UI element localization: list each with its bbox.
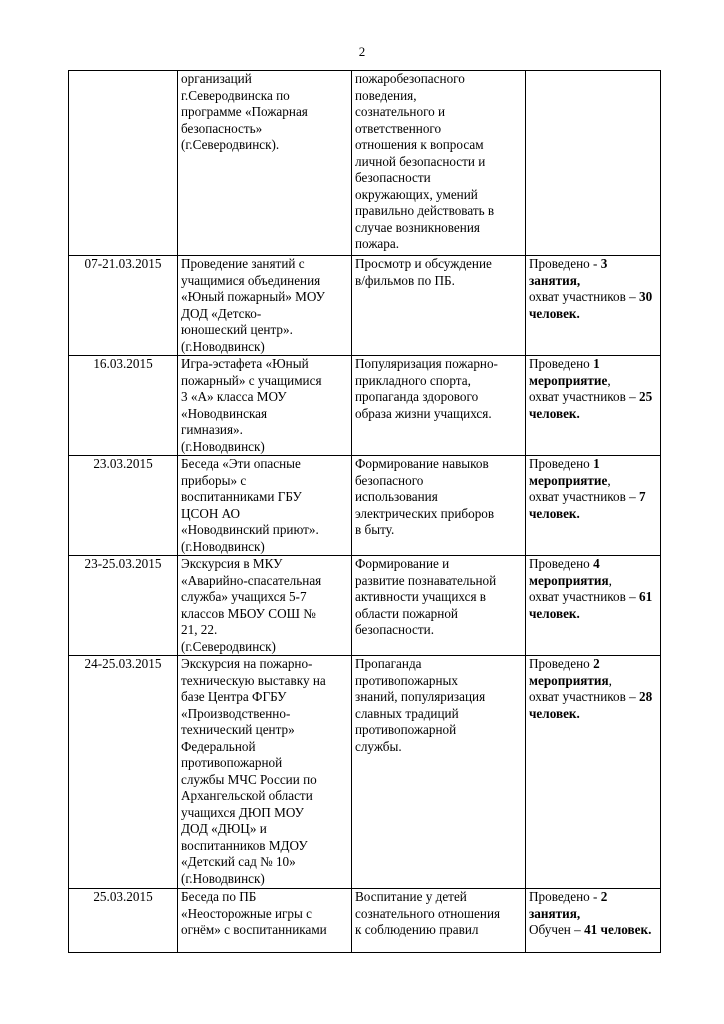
event-line: юношеский центр». (181, 322, 293, 337)
event-line: (г.Северодвинск) (181, 638, 276, 654)
result-line: охват участников – 7 (529, 489, 646, 504)
event-line: Экскурсия на пожарно- (181, 656, 313, 671)
event-line: Экскурсия в МКУ (181, 556, 283, 571)
result-people: человек. (529, 605, 580, 621)
date-cell: 23-25.03.2015 (69, 556, 178, 656)
result-line: охват участников – 61 (529, 589, 653, 604)
result-unit: мероприятия (529, 672, 609, 688)
goal-line: в/фильмов по ПБ. (355, 272, 455, 288)
event-line: безопасность» (181, 120, 263, 136)
event-line: Беседа по ПБ (181, 889, 257, 904)
event-line: классов МБОУ СОШ № (181, 605, 316, 621)
goal-line: активности учащихся в (355, 589, 487, 604)
event-line: программе «Пожарная (181, 104, 308, 119)
result-line: Проведено - 3 занятия, (529, 256, 608, 288)
result-cell (526, 356, 661, 456)
result-cell (526, 256, 661, 356)
goal-cell (352, 656, 526, 889)
goal-line: Формирование и (355, 556, 450, 571)
goal-line: прикладного спорта, (355, 372, 471, 388)
result-cell (526, 556, 661, 656)
event-line: 3 «А» класса МОУ (181, 389, 287, 404)
event-line: 21, 22. (181, 622, 218, 637)
result-count: 2 занятия, (529, 889, 608, 921)
result-cell (526, 656, 661, 889)
event-line: огнём» с воспитанниками (181, 922, 327, 937)
table-row (69, 556, 661, 656)
table-row (69, 256, 661, 356)
event-cell (178, 889, 352, 953)
event-line: организаций (181, 71, 252, 86)
event-line: учащимися объединения (181, 272, 321, 288)
goal-line: случае возникновения (355, 219, 480, 235)
result-line: охват участников – 25 (529, 389, 653, 404)
result-participants: 61 (639, 589, 653, 604)
event-cell (178, 71, 352, 256)
result-unit: мероприятия (529, 572, 609, 588)
date-cell: 07-21.03.2015 (69, 256, 178, 356)
event-line: технический центр» (181, 722, 295, 737)
event-line: «Производственно- (181, 705, 291, 721)
event-line: приборы» с (181, 472, 247, 488)
result-count: 1 (593, 356, 600, 371)
result-line: Обучен – 41 человек. (529, 922, 652, 937)
result-count: 4 (593, 556, 600, 571)
result-participants: 25 (639, 389, 653, 404)
result-line: Проведено 2 (529, 656, 600, 671)
result-participants: 30 (639, 289, 653, 304)
event-line: службы МЧС России по (181, 771, 317, 787)
event-line: г.Северодвинска по (181, 87, 290, 103)
result-line: мероприятие, (529, 372, 611, 388)
event-cell (178, 556, 352, 656)
result-line (529, 606, 657, 623)
event-line: базе Центра ФГБУ (181, 689, 287, 704)
result-participants: 7 (639, 489, 646, 504)
goal-line: окружающих, умений (355, 186, 478, 202)
event-cell (178, 656, 352, 889)
goal-cell (352, 456, 526, 556)
result-line (529, 306, 657, 323)
date-cell: 25.03.2015 (69, 889, 178, 953)
goal-line: безопасности. (355, 622, 434, 637)
table-row (69, 71, 661, 256)
goal-line: Популяризация пожарно- (355, 356, 498, 371)
event-line: служба» учащихся 5-7 (181, 589, 307, 604)
event-line: «Неосторожные игры с (181, 905, 313, 921)
event-line: «Юный пожарный» МОУ (181, 289, 326, 304)
event-line: ЦСОН АО (181, 505, 241, 521)
result-people: человек. (529, 505, 580, 521)
event-line: «Новодвинский приют». (181, 522, 319, 537)
event-line: Игра-эстафета «Юный (181, 356, 309, 371)
event-line: техническую выставку на (181, 672, 326, 688)
goal-line: Формирование навыков (355, 456, 489, 471)
goal-line: пропаганда здорового (355, 389, 479, 404)
result-participants: 41 человек. (584, 922, 652, 937)
goal-cell (352, 889, 526, 953)
result-line: мероприятия, (529, 672, 612, 688)
event-line: ДОД «ДЮЦ» и (181, 821, 267, 836)
result-cell (526, 889, 661, 953)
goal-line: безопасности (355, 170, 431, 185)
goal-line: Просмотр и обсуждение (355, 256, 492, 271)
date-cell (69, 71, 178, 256)
goal-line: сознательного и (355, 104, 446, 119)
table-row (69, 356, 661, 456)
result-line: Проведено - 2 занятия, (529, 889, 608, 921)
goal-line: правильно действовать в (355, 203, 495, 218)
result-unit: мероприятие (529, 472, 608, 488)
goal-line: в быту. (355, 522, 395, 537)
goal-line: развитие познавательной (355, 572, 497, 588)
result-line (529, 406, 657, 423)
table-row (69, 656, 661, 889)
event-cell (178, 456, 352, 556)
event-line: (г.Новодвинск) (181, 870, 265, 886)
result-count: 2 (593, 656, 600, 671)
event-cell (178, 256, 352, 356)
event-line: гимназия». (181, 422, 243, 437)
goal-line: сознательного отношения (355, 905, 501, 921)
event-line: Федеральной (181, 738, 256, 754)
goal-line: образа жизни учащихся. (355, 405, 492, 421)
result-line (529, 506, 657, 523)
date-cell: 16.03.2015 (69, 356, 178, 456)
goal-line: Воспитание у детей (355, 889, 467, 904)
goal-line: службы. (355, 738, 402, 754)
result-line: охват участников – 28 (529, 689, 653, 704)
date-cell: 23.03.2015 (69, 456, 178, 556)
event-line: «Новодвинская (181, 405, 268, 421)
table-row (69, 456, 661, 556)
goal-line: электрических приборов (355, 505, 495, 521)
goal-line: поведения, (355, 87, 417, 103)
goal-cell (352, 356, 526, 456)
event-line: «Аварийно-спасательная (181, 572, 322, 588)
event-line: «Детский сад № 10» (181, 854, 296, 869)
goal-line: пожара. (355, 236, 400, 251)
event-line: (г.Новодвинск) (181, 538, 265, 554)
result-participants: 28 (639, 689, 653, 704)
result-line: мероприятие, (529, 472, 611, 488)
goal-line: к соблюдению правил (355, 922, 479, 937)
event-line: Архангельской области (181, 788, 313, 803)
result-line (529, 706, 657, 723)
result-cell (526, 456, 661, 556)
goal-line: Пропаганда (355, 656, 422, 671)
date-cell: 24-25.03.2015 (69, 656, 178, 889)
goal-line: славных традиций (355, 705, 459, 721)
result-line: Проведено 4 (529, 556, 600, 571)
event-line: (г.Новодвинск) (181, 438, 265, 454)
goal-line: знаний, популяризация (355, 689, 486, 704)
event-line: Беседа «Эти опасные (181, 456, 301, 471)
result-people: человек. (529, 405, 580, 421)
event-line: противопожарной (181, 755, 283, 770)
result-line: охват участников – 30 (529, 289, 653, 304)
event-line: пожарный» с учащимися (181, 372, 322, 388)
event-line: воспитанников МДОУ (181, 837, 308, 853)
page-number: 2 (358, 44, 366, 59)
event-line: (г.Новодвинск) (181, 338, 265, 354)
goal-cell (352, 556, 526, 656)
result-count: 1 (593, 456, 600, 471)
event-line: ДОД «Детско- (181, 305, 262, 321)
result-line: Проведено 1 (529, 356, 600, 371)
goal-cell (352, 71, 526, 256)
event-line: Проведение занятий с (181, 256, 305, 271)
goal-line: противопожарной (355, 722, 457, 737)
result-unit: мероприятие (529, 372, 608, 388)
goal-line: пожаробезопасного (355, 71, 465, 86)
event-cell (178, 356, 352, 456)
goal-line: отношения к вопросам (355, 137, 484, 152)
goal-cell (352, 256, 526, 356)
result-count: 3 занятия, (529, 256, 608, 288)
goal-line: использования (355, 489, 438, 504)
goal-line: противопожарных (355, 672, 459, 688)
goal-line: безопасного (355, 472, 424, 488)
result-people: человек. (529, 705, 580, 721)
result-line: Проведено 1 (529, 456, 600, 471)
event-line: воспитанниками ГБУ (181, 489, 302, 504)
result-line: мероприятия, (529, 572, 612, 588)
table-row (69, 889, 661, 953)
event-line: (г.Северодвинск). (181, 137, 280, 152)
result-people: человек. (529, 305, 580, 321)
goal-line: ответственного (355, 120, 442, 136)
event-line: учащихся ДЮП МОУ (181, 804, 304, 820)
result-cell (526, 71, 661, 256)
goal-line: области пожарной (355, 605, 458, 621)
goal-line: личной безопасности и (355, 153, 486, 169)
events-table (68, 70, 661, 953)
